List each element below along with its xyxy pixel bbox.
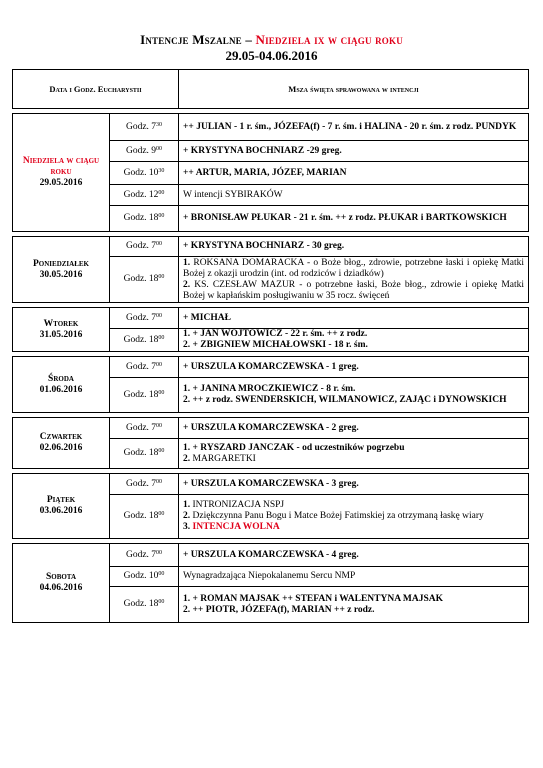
intention-number: 1. — [183, 442, 191, 453]
mass-hour: 12 — [148, 189, 159, 200]
mass-time — [110, 474, 179, 495]
godz-label: Godz. — [125, 312, 149, 323]
mass-minute: 00 — [158, 599, 165, 605]
intention-text: MARGARETKI — [192, 453, 256, 464]
mass-hour: 7 — [151, 422, 157, 433]
day-date: 02.06.2016 — [39, 443, 83, 453]
mass-time — [110, 357, 179, 378]
intention-text: + BRONISŁAW PŁUKAR - 21 r. śm. ++ z rodz. PŁUKAR i BARTKOWSKICH — [183, 213, 507, 223]
godz-label: Godz. — [123, 599, 147, 609]
godz-label: Godz. — [125, 145, 149, 156]
day-date: 29.05.2016 — [39, 178, 83, 188]
day-name: Sobota — [45, 572, 77, 582]
intention-text: + RYSZARD JANCZAK - od uczestników pogrzebu — [192, 442, 405, 453]
intention-text: + KRYSTYNA BOCHNIARZ -29 greg. — [183, 145, 342, 156]
intention-line — [183, 511, 524, 522]
mass-minute: 30 — [158, 167, 165, 174]
mass-time — [110, 418, 179, 439]
intention-line — [183, 395, 524, 406]
intention-line — [183, 594, 524, 605]
mass-minute: 00 — [158, 274, 165, 280]
day-date: 30.05.2016 — [39, 269, 83, 280]
mass-time — [110, 587, 179, 623]
intention-text: ++ z rodz. SWENDERSKICH, WILMANOWICZ, ZAJĄC i DYNOWSKICH — [192, 395, 507, 405]
table-body — [13, 109, 529, 623]
title-highlight: Niedziela ix w ciągu roku — [255, 32, 403, 47]
godz-label: Godz. — [123, 213, 147, 223]
intention-line — [183, 258, 524, 280]
mass-hour: 18 — [148, 274, 159, 284]
table-row — [13, 357, 529, 378]
mass-intention — [179, 329, 529, 352]
mass-intention — [179, 257, 529, 303]
table-row — [13, 474, 529, 495]
day-date: 31.05.2016 — [39, 329, 83, 340]
intention-number: 1. — [183, 257, 191, 268]
mass-hour: 10 — [148, 167, 159, 178]
document-header — [0, 32, 543, 64]
intention-text: + URSZULA KOMARCZEWSKA - 1 greg. — [183, 361, 359, 372]
table-row — [13, 114, 529, 141]
day-date: 03.06.2016 — [39, 506, 83, 516]
godz-label: Godz. — [125, 478, 149, 489]
day-cell — [13, 474, 110, 539]
intention-text: + JAN WOJTOWICZ - 22 r. śm. ++ z rodz. — [192, 329, 368, 339]
intention-text: + KRYSTYNA BOCHNIARZ - 30 greg. — [183, 241, 345, 251]
mass-intention — [179, 114, 529, 141]
table-row — [13, 544, 529, 567]
mass-minute: 00 — [156, 241, 163, 247]
intention-text: + MICHAŁ — [183, 312, 231, 323]
mass-minute: 00 — [158, 448, 165, 454]
mass-time — [110, 114, 179, 141]
mass-minute: 30 — [156, 121, 163, 128]
mass-hour: 7 — [151, 549, 157, 560]
mass-hour: 7 — [151, 312, 157, 323]
intention-text: INTENCJA WOLNA — [192, 522, 280, 532]
intention-text: INTRONIZACJA NSPJ — [192, 500, 285, 510]
day-date: 01.06.2016 — [39, 384, 83, 395]
mass-intention — [179, 587, 529, 623]
intention-line — [183, 340, 524, 351]
day-cell — [13, 357, 110, 413]
intention-number: 1. — [183, 500, 191, 510]
intention-text: + URSZULA KOMARCZEWSKA - 4 greg. — [183, 549, 359, 560]
intention-text: + ROMAN MAJSAK ++ STEFAN i WALENTYNA MAJSAK — [192, 593, 444, 604]
intention-line — [183, 605, 524, 616]
mass-time — [110, 206, 179, 232]
intention-text: + URSZULA KOMARCZEWSKA - 3 greg. — [183, 478, 359, 489]
intention-text: KS. CZESŁAW MAZUR - o potrzebne łaski, Boże błog., zdrowie i opiekę Matki Bożej w kapłańskim posługiwaniu w 35 rocz. święceń — [183, 279, 525, 301]
intention-line — [183, 443, 524, 454]
intention-line — [183, 423, 524, 434]
intention-line — [183, 550, 524, 561]
mass-intention — [179, 308, 529, 329]
mass-intention — [179, 357, 529, 378]
column-header-date: Data i Godz. Eucharystii — [13, 70, 179, 109]
intention-text: Wynagradzająca Niepokalanemu Sercu NMP — [183, 571, 356, 581]
mass-intention — [179, 378, 529, 413]
intention-number: 1. — [183, 329, 191, 339]
intention-number: 2. — [183, 279, 191, 290]
day-name: Piątek — [46, 495, 76, 505]
table-row — [13, 237, 529, 257]
mass-time — [110, 141, 179, 162]
mass-minute: 00 — [156, 549, 163, 556]
day-cell — [13, 114, 110, 232]
mass-hour: 18 — [148, 599, 159, 609]
mass-minute: 00 — [158, 571, 165, 577]
intention-text: + URSZULA KOMARCZEWSKA - 2 greg. — [183, 422, 359, 433]
day-cell — [13, 237, 110, 303]
title-prefix: Intencje Mszalne – — [140, 32, 253, 47]
mass-time — [110, 495, 179, 539]
mass-minute: 00 — [156, 478, 163, 485]
mass-minute: 00 — [158, 389, 165, 396]
intention-line — [183, 571, 524, 582]
mass-intention — [179, 206, 529, 232]
godz-label: Godz. — [123, 571, 147, 581]
mass-hour: 18 — [148, 448, 159, 458]
intention-line — [183, 384, 524, 395]
day-cell — [13, 308, 110, 352]
intention-number: 2. — [183, 340, 191, 350]
godz-label: Godz. — [125, 361, 149, 372]
godz-label: Godz. — [123, 167, 147, 178]
mass-minute: 00 — [158, 213, 165, 219]
godz-label: Godz. — [123, 274, 147, 284]
document-title — [0, 32, 543, 48]
mass-time — [110, 544, 179, 567]
intention-line — [183, 213, 524, 224]
intention-line — [183, 362, 524, 373]
godz-label: Godz. — [123, 389, 147, 400]
godz-label: Godz. — [125, 422, 149, 433]
mass-intentions-table — [12, 69, 529, 623]
mass-hour: 18 — [148, 389, 159, 400]
intention-number: 1. — [183, 384, 191, 394]
godz-label: Godz. — [123, 448, 147, 458]
intention-line — [183, 280, 524, 302]
mass-time — [110, 378, 179, 413]
mass-minute: 00 — [156, 422, 163, 429]
intention-line — [183, 168, 524, 179]
intention-number: 2. — [183, 453, 191, 464]
mass-time — [110, 237, 179, 257]
godz-label: Godz. — [125, 121, 149, 132]
intention-text: ROKSANA DOMARACKA - o Boże błog., zdrowie, potrzebne łaski i opiekę Matki Bożej z okazji urodzin (int. od rodziców i dziadków) — [183, 257, 525, 279]
mass-hour: 18 — [148, 334, 159, 345]
mass-time — [110, 257, 179, 303]
mass-intention — [179, 185, 529, 206]
intention-line — [183, 190, 524, 201]
mass-intention — [179, 439, 529, 469]
mass-intention — [179, 162, 529, 185]
intention-number: 2. — [183, 604, 191, 615]
mass-hour: 18 — [148, 511, 159, 521]
mass-hour: 7 — [151, 241, 157, 251]
intention-text: + ZBIGNIEW MICHAŁOWSKI - 18 r. śm. — [192, 340, 368, 350]
godz-label: Godz. — [125, 241, 149, 251]
mass-hour: 7 — [151, 361, 157, 372]
mass-hour: 7 — [151, 478, 157, 489]
mass-hour: 7 — [151, 121, 157, 132]
intention-line — [183, 146, 524, 157]
intention-number: 1. — [183, 593, 191, 604]
day-name: Wtorek — [43, 318, 79, 329]
intention-line — [183, 329, 524, 340]
table-row — [13, 308, 529, 329]
mass-hour: 10 — [148, 571, 159, 581]
godz-label: Godz. — [125, 549, 149, 560]
mass-minute: 00 — [158, 511, 165, 517]
column-header-intention: Msza święta sprawowana w intencji — [179, 70, 529, 109]
intention-text: ++ ARTUR, MARIA, JÓZEF, MARIAN — [183, 167, 347, 178]
intention-line — [183, 522, 524, 533]
mass-time — [110, 308, 179, 329]
godz-label: Godz. — [123, 334, 147, 345]
godz-label: Godz. — [123, 511, 147, 521]
intention-text: ++ JULIAN - 1 r. śm., JÓZEFA(f) - 7 r. śm. i HALINA - 20 r. śm. z rodz. PUNDYK — [183, 121, 517, 132]
mass-intention — [179, 567, 529, 587]
mass-intention — [179, 141, 529, 162]
day-name: Poniedziałek — [33, 258, 89, 269]
intention-line — [183, 479, 524, 490]
intention-text: + JANINA MROCZKIEWICZ - 8 r. śm. — [192, 384, 356, 394]
mass-intention — [179, 237, 529, 257]
mass-intention — [179, 495, 529, 539]
mass-minute: 00 — [156, 145, 163, 152]
intention-number: 3. — [183, 522, 191, 532]
mass-hour: 9 — [151, 145, 157, 156]
intention-line — [183, 122, 524, 133]
mass-time — [110, 162, 179, 185]
intention-line — [183, 500, 524, 511]
intention-line — [183, 313, 524, 324]
day-cell — [13, 544, 110, 623]
mass-hour: 18 — [148, 213, 159, 223]
table-row — [13, 418, 529, 439]
intention-number: 2. — [183, 395, 191, 405]
intention-text: ++ PIOTR, JÓZEFA(f), MARIAN ++ z rodz. — [192, 604, 375, 615]
mass-minute: 00 — [156, 312, 163, 319]
day-date: 04.06.2016 — [39, 583, 83, 593]
day-name: Niedziela w ciągu roku — [22, 156, 100, 177]
day-name: Środa — [48, 373, 74, 384]
mass-minute: 00 — [158, 334, 165, 341]
mass-time — [110, 185, 179, 206]
intention-text: Dziękczynna Panu Bogu i Matce Bożej Fatimskiej za otrzymaną łaskę wiary — [192, 511, 484, 521]
intention-line — [183, 241, 524, 252]
mass-intention — [179, 418, 529, 439]
mass-intention — [179, 474, 529, 495]
intention-text: W intencji SYBIRAKÓW — [183, 189, 283, 200]
day-cell — [13, 418, 110, 469]
mass-time — [110, 439, 179, 469]
mass-time — [110, 329, 179, 352]
mass-intention — [179, 544, 529, 567]
godz-label: Godz. — [123, 189, 147, 200]
mass-minute: 00 — [158, 189, 165, 196]
day-name: Czwartek — [39, 432, 83, 442]
table-header-row — [13, 70, 529, 109]
mass-time — [110, 567, 179, 587]
mass-minute: 00 — [156, 361, 163, 368]
intention-line — [183, 454, 524, 465]
intention-number: 2. — [183, 511, 191, 521]
date-range: 29.05-04.06.2016 — [225, 48, 318, 63]
